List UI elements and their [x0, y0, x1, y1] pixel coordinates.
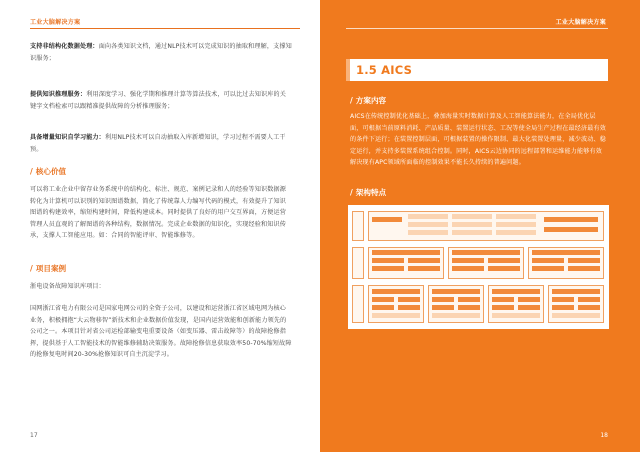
left-header-rule [30, 28, 300, 29]
diagram-cell [432, 289, 480, 294]
diagram-cell [568, 266, 600, 271]
diagram-cell [452, 258, 484, 263]
diagram-cell [552, 313, 600, 318]
page-number-left: 17 [30, 432, 38, 439]
diagram-cell [452, 222, 492, 227]
diagram-cell [552, 289, 600, 294]
diagram-cell [452, 250, 520, 255]
diagram-cell [458, 297, 480, 302]
diagram-cell [452, 266, 484, 271]
diagram-cell [578, 305, 600, 310]
diagram-cell [578, 297, 600, 302]
right-page [320, 0, 640, 452]
section-heading-arch: / 架构特点 [350, 188, 387, 197]
diagram-cell [532, 266, 564, 271]
diagram-cell [492, 297, 514, 302]
diagram-cell [492, 313, 540, 318]
diagram-cell [408, 258, 440, 263]
diagram-cell [372, 305, 394, 310]
diagram-cell [492, 305, 514, 310]
paragraph-label: 提供知识推理服务： [30, 91, 87, 98]
diagram-cell [452, 230, 492, 235]
paragraph-text: 利用NLP技术可以自动抽取入库新增知识，学习过程不需要人工干预。 [30, 134, 286, 153]
left-header: 工业大脑解决方案 [30, 19, 81, 26]
diagram-layer-tag [352, 211, 364, 241]
case-text: 国网浙江省电力有限公司是国家电网公司的全资子公司，以建设和运营浙江省区域电网为核心业务，积极拥抱“大云物移智”新技术和企业数据价值发现，是国内运营效能和创新能力领先的公司之一。本项目针对省公司运检部输变电重要设备（如变压器、雷击故障等）的故障抢修指挥，提供基于人工智能技术的智能维修辅助决策服务。故障抢修信息获取效率50-70%缩短故障的抢修复电时间20-30%抢修知识可自主沉淀学习。 [30, 305, 292, 359]
right-header-rule [346, 28, 608, 29]
diagram-cell [458, 305, 480, 310]
diagram-cell [552, 305, 574, 310]
diagram-cell [398, 297, 420, 302]
diagram-cell [518, 297, 540, 302]
diagram-cell [488, 266, 520, 271]
paragraph-text: 利用深度学习、强化学期和推理计算等算法技术，可以比过去知识库的关键字文档检索可以跟精准提供故障的分析推理服务； [30, 91, 287, 110]
paragraph-text: 面向各类知识文档，通过NLP技术可以完成知识的抽取和理解，支撑知识服务； [30, 43, 292, 62]
paragraph-label: 具备增量知识自学习能力： [30, 134, 105, 141]
page-number-right: 18 [600, 432, 608, 439]
diagram-cell [398, 305, 420, 310]
diagram-cell [496, 214, 536, 219]
core-value-text: 可以将工业企业中留存业务系统中的结构化、标注、规范、案例记录和人的经验等知识数据源转化为计算机可以识别的知识图谱数据，简化了传统靠人力编写代码的模式，有效提升了知识图谱的构建效率，缩短构建时间，降低构建成本。同时提供了良好的用户交互界面，方便运营管理人员直观的了解图谱的各种结构，数据情况。完成企业数据的知识化，实现经验和知识传承，支撑人工智能应用。如：合同的智能评审、智能维修等。 [30, 186, 286, 240]
diagram-cell [372, 289, 420, 294]
diagram-cell [372, 217, 402, 222]
diagram-cell [496, 222, 536, 227]
plan-text: AICS在传统控制优化基础上，叠加海量实时数据计算及人工智能算法能力，在全局优化层面，可根据当前原料消耗、产品质量、装置运行状态、工况等使全局生产过程在最经济最有效的条件下运行；在装置控制层面，可根据装置的操作限制、最大化装置处理量，减少波动、稳定运行，并支持多装置系统组合控制。同时，AICS云边协同的远程部署和运维能力能够有效解决现有APC领域所面临的控制效果不能长久持续的普遍问题。 [350, 113, 606, 167]
diagram-cell [552, 297, 574, 302]
diagram-cell [532, 258, 564, 263]
diagram-cell [432, 297, 454, 302]
diagram-cell [492, 289, 540, 294]
diagram-cell [372, 250, 440, 255]
diagram-layer-tag [352, 247, 364, 279]
diagram-layer-tag [352, 285, 364, 323]
diagram-cell [432, 305, 454, 310]
right-header: 工业大脑解决方案 [555, 19, 606, 26]
diagram-cell [488, 258, 520, 263]
diagram-cell [372, 297, 394, 302]
paragraph-unstructured [30, 41, 292, 64]
diagram-cell [372, 258, 404, 263]
case-intro: 浙电设备故障知识库项目： [30, 283, 105, 290]
diagram-cell [518, 305, 540, 310]
diagram-cell [372, 266, 404, 271]
paragraph-label: 支持非结构化数据处理： [30, 43, 99, 50]
paragraph-self-learning [30, 132, 292, 155]
section-heading-core-value: / 核心价值 [30, 167, 67, 176]
diagram-cell [452, 214, 492, 219]
architecture-diagram [348, 205, 609, 329]
diagram-cell [408, 266, 440, 271]
section-title-bar [346, 59, 608, 81]
diagram-cell [408, 214, 448, 219]
diagram-cell [408, 222, 448, 227]
section-title: 1.5 AICS [356, 63, 413, 77]
diagram-cell [408, 230, 448, 235]
paragraph-reasoning [30, 89, 292, 112]
diagram-cell [544, 217, 598, 222]
diagram-cell [532, 250, 600, 255]
diagram-cell [432, 313, 480, 318]
diagram-cell [568, 258, 600, 263]
section-heading-plan: / 方案内容 [350, 96, 387, 105]
section-heading-case: / 项目案例 [30, 264, 67, 273]
diagram-cell [544, 227, 598, 232]
diagram-cell [372, 313, 420, 318]
diagram-cell [496, 230, 536, 235]
